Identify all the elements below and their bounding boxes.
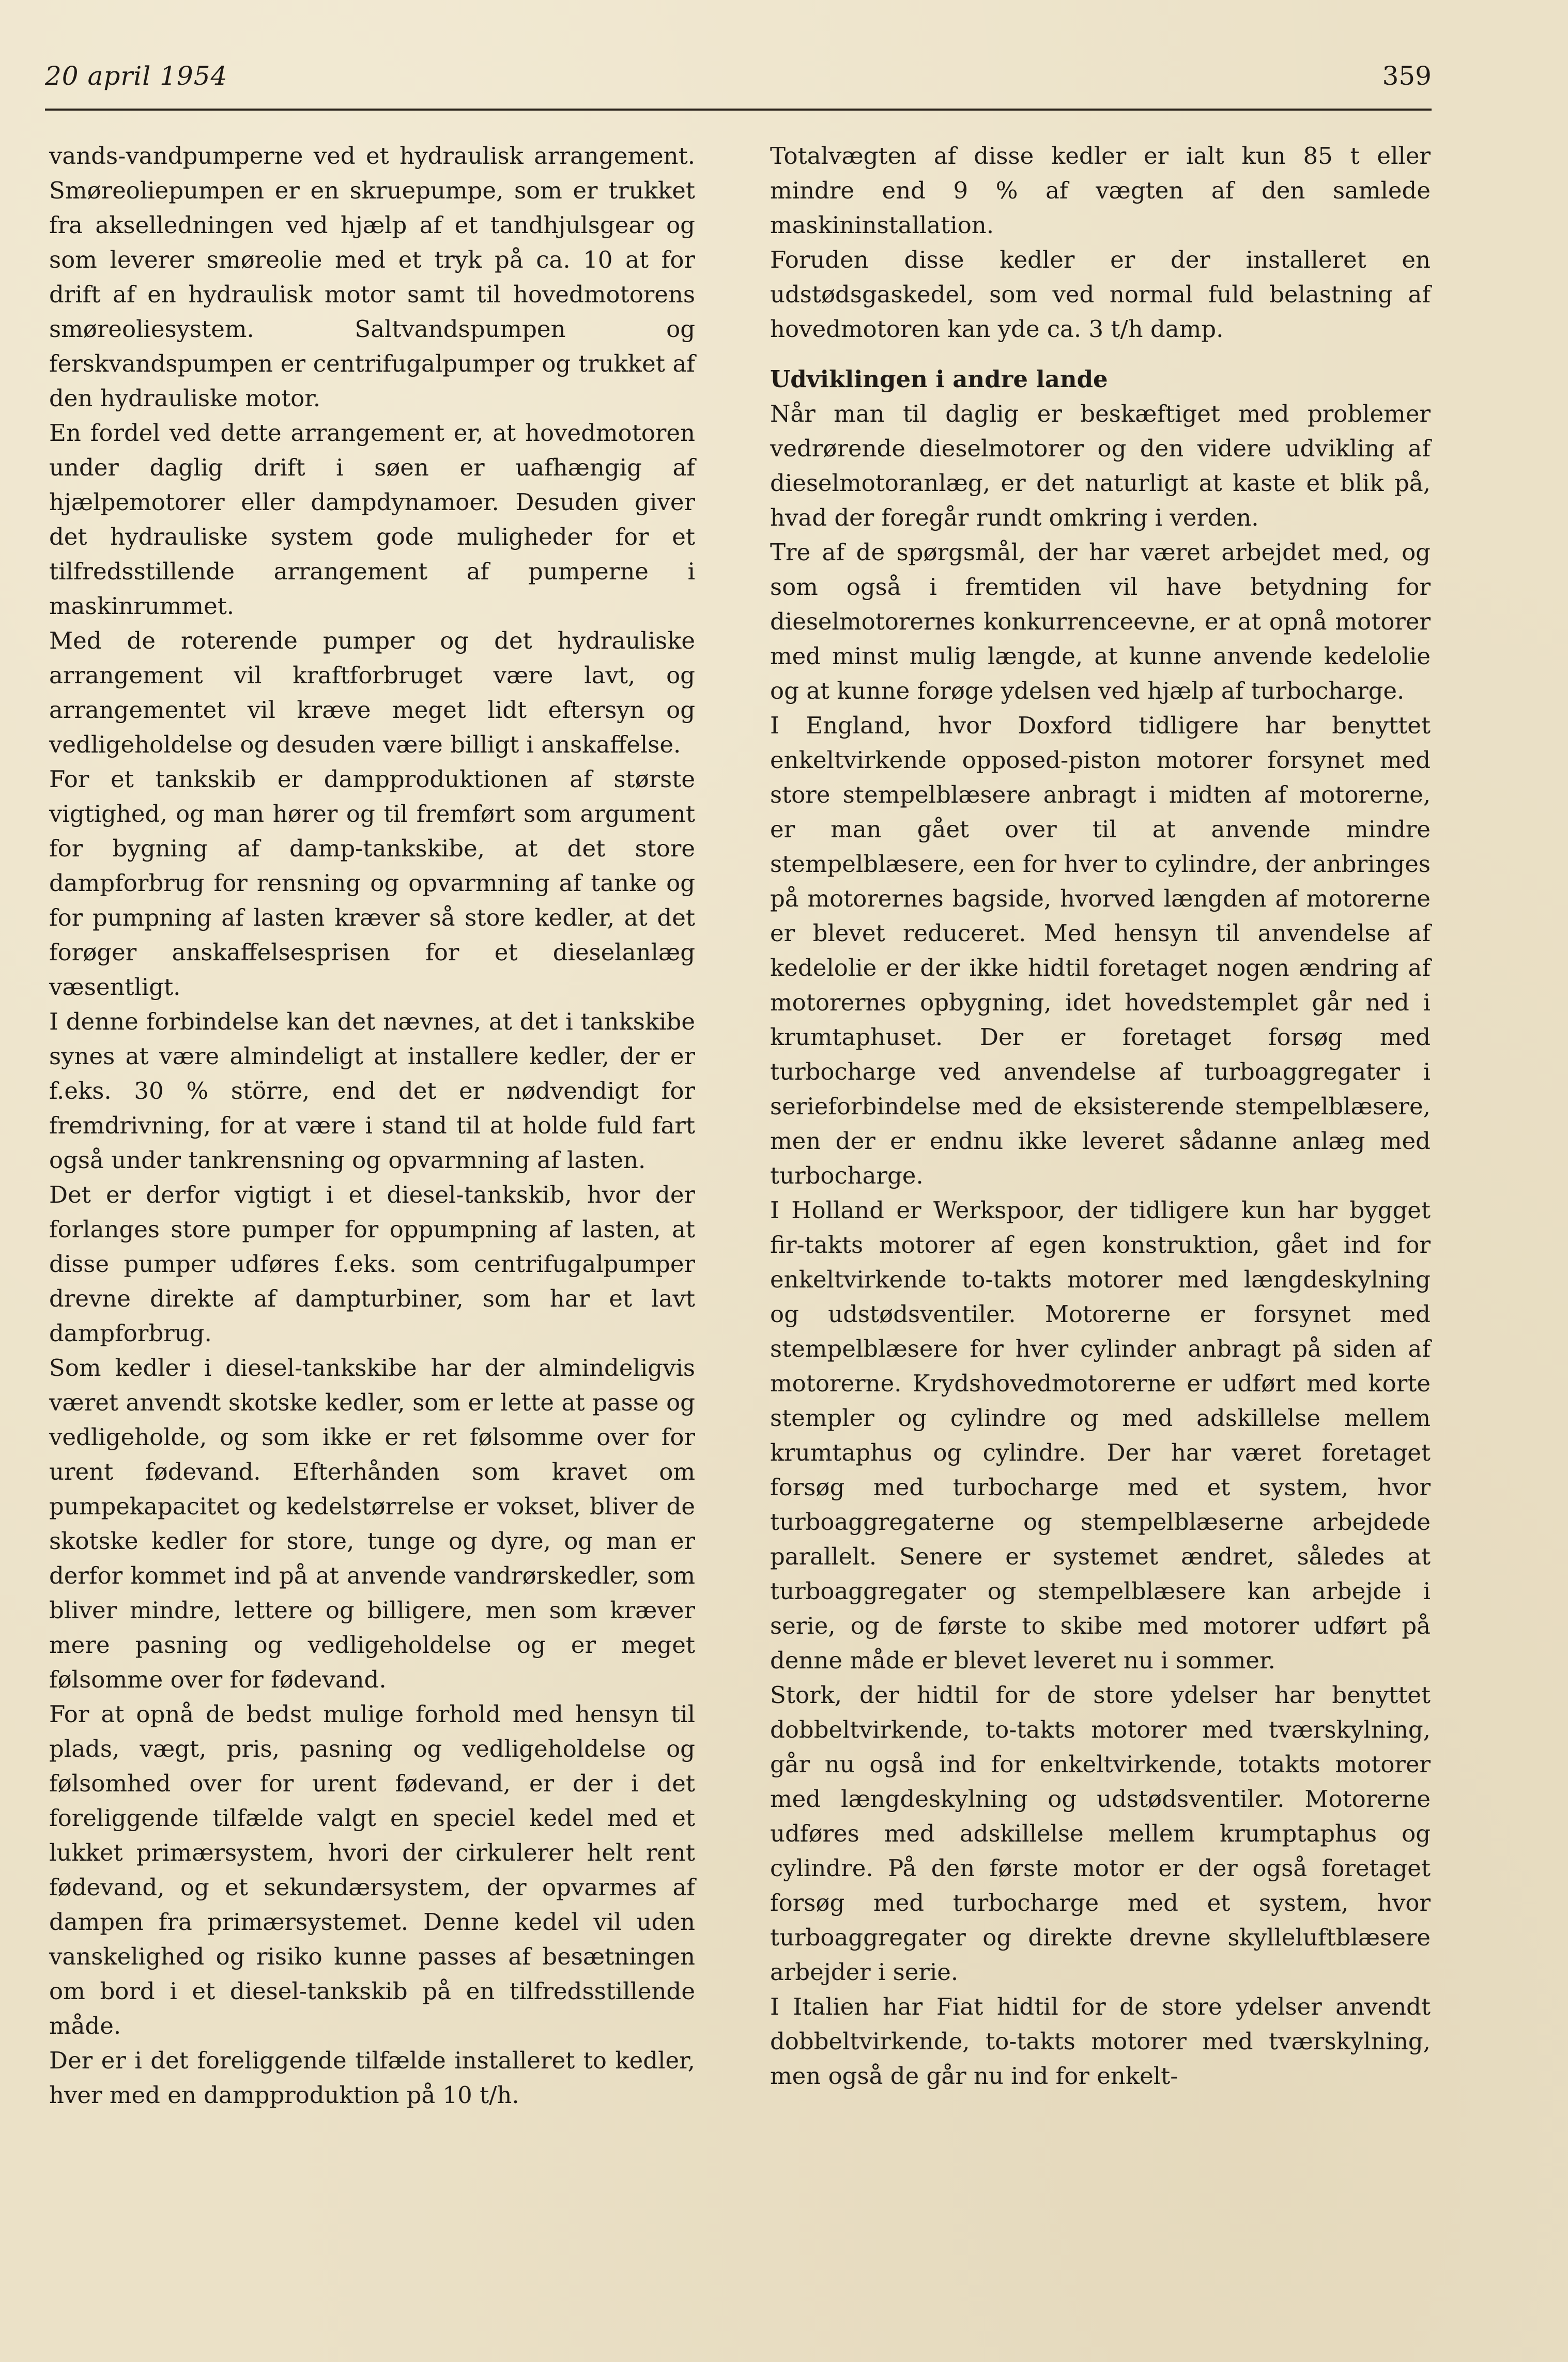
paragraph: I Holland er Werkspoor, der tidligere kun har bygget fir-takts motorer af egen konstruktion, gået ind for enkeltvirkende to-takts motorer med længdeskylning og udstødsventiler. Motorerne er forsynet med stempelblæsere for hver cylinder anbragt på siden af motorerne. Krydshovedmotorerne er udført med korte stempler og cylindre og med adskillelse mellem krumtaphus og cylindre. Der har været foretaget forsøg med turbocharge med et system, hvor turboaggregaterne og stempelblæserne arbejdede parallelt. Senere er systemet ændret, således at turboaggregater og stempelblæsere kan arbejde i serie, og de første to skibe med motorer udført på denne måde er blevet leveret nu i sommer. (770, 1197, 1431, 1674)
paragraph: Stork, der hidtil for de store ydelser har benyttet dobbeltvirkende, to-takts motorer med tværskylning, går nu også ind for enkeltvirkende, totakts motorer med længdeskylning og udstødsventiler. Motorerne udføres med adskillelse mellem krumptaphus og cylindre. På den første motor er der også foretaget forsøg med turbocharge med et system, hvor turboaggregater og direkte drevne skylleluftblæsere arbejder i serie. (770, 1681, 1431, 1986)
paragraph: I denne forbindelse kan det nævnes, at det i tankskibe synes at være almindeligt at installere kedler, der er f.eks. 30 % större, end det er nødvendigt for fremdrivning, for at være i stand til at holde fuld fart også under tankrensning og opvarmning af lasten. (49, 1008, 695, 1174)
paragraph: En fordel ved dette arrangement er, at hovedmotoren under daglig drift i søen er uafhængig af hjælpemotorer eller dampdynamoer. Desuden giver det hydrauliske system gode muligheder for et tilfredsstillende arrangement af pumperne i maskinrummet. (49, 419, 695, 620)
right-column (770, 139, 1431, 2093)
header-date: 20 april 1954 (45, 61, 228, 91)
section-heading: Udviklingen i andre lande (770, 365, 1108, 393)
page-number: 359 (1382, 61, 1432, 91)
paragraph: Der er i det foreliggende tilfælde installeret to kedler, hver med en dampproduktion på 10 t/h. (49, 2047, 695, 2109)
paragraph: For et tankskib er dampproduktionen af største vigtighed, og man hører og til fremført som argument for bygning af damp-tankskibe, at det store dampforbrug for rensning og opvarmning af tanke og for pumpning af lasten kræver så store kedler, at det forøger anskaffelsesprisen for et dieselanlæg væsentligt. (49, 765, 695, 1001)
paragraph: I Italien har Fiat hidtil for de store ydelser anvendt dobbeltvirkende, to-takts motorer med tværskylning, men også de går nu ind for enkelt- (770, 1993, 1431, 2090)
left-column (49, 139, 695, 2112)
paragraph: vands-vandpumperne ved et hydraulisk arrangement. Smøreoliepumpen er en skruepumpe, som er trukket fra akselledningen ved hjælp af et tandhjulsgear og som leverer smøreolie med et tryk på ca. 10 at for drift af en hydraulisk motor samt til hovedmotorens smøreoliesystem. Saltvandspumpen og ferskvandspumpen er centrifugalpumper og trukket af den hydrauliske motor. (49, 142, 695, 412)
paragraph: For at opnå de bedst mulige forhold med hensyn til plads, vægt, pris, pasning og vedligeholdelse og følsomhed over for urent fødevand, er der i det foreliggende tilfælde valgt en speciel kedel med et lukket primærsystem, hvori der cirkulerer helt rent fødevand, og et sekundærsystem, der opvarmes af dampen fra primærsystemet. Denne kedel vil uden vanskelighed og risiko kunne passes af besætningen om bord i et diesel-tankskib på en tilfredsstillende måde. (49, 1700, 695, 2039)
paragraph: Tre af de spørgsmål, der har været arbejdet med, og som også i fremtiden vil have betydning for dieselmotorernes konkurrenceevne, er at opnå motorer med minst mulig længde, at kunne anvende kedelolie og at kunne forøge ydelsen ved hjælp af turbocharge. (770, 539, 1431, 704)
paragraph: Foruden disse kedler er der installeret en udstødsgaskedel, som ved normal fuld belastning af hovedmotoren kan yde ca. 3 t/h damp. (770, 246, 1431, 343)
paragraph: Det er derfor vigtigt i et diesel-tankskib, hvor der forlanges store pumper for oppumpning af lasten, at disse pumper udføres f.eks. som centrifugalpumper drevne direkte af dampturbiner, som har et lavt dampforbrug. (49, 1181, 695, 1347)
paragraph: Som kedler i diesel-tankskibe har der almindeligvis været anvendt skotske kedler, som er lette at passe og vedligeholde, og som ikke er ret følsomme over for urent fødevand. Efterhånden som kravet om pumpekapacitet og kedelstørrelse er vokset, bliver de skotske kedler for store, tunge og dyre, og man er derfor kommet ind på at anvende vandrørskedler, som bliver mindre, lettere og billigere, men som kræver mere pasning og vedligeholdelse og er meget følsomme over for fødevand. (49, 1354, 695, 1693)
page-header (45, 61, 1432, 113)
paragraph: Når man til daglig er beskæftiget med problemer vedrørende dieselmotorer og den videre udvikling af dieselmotoranlæg, er det naturligt at kaste et blik på, hvad der foregår rundt omkring i verden. (770, 400, 1431, 531)
header-rule (45, 109, 1432, 111)
paragraph: Med de roterende pumper og det hydrauliske arrangement vil kraftforbruget være lavt, og arrangementet vil kræve meget lidt eftersyn og vedligeholdelse og desuden være billigt i anskaffelse. (49, 627, 695, 758)
paragraph: I England, hvor Doxford tidligere har benyttet enkeltvirkende opposed-piston motorer forsynet med store stempelblæsere anbragt i midten af motorerne, er man gået over til at anvende mindre stempelblæsere, een for hver to cylindre, der anbringes på motorernes bagside, hvorved længden af motorerne er blevet reduceret. Med hensyn til anvendelse af kedelolie er der ikke hidtil foretaget nogen ændring af motorernes opbygning, idet hovedstemplet går ned i krumtaphuset. Der er foretaget forsøg med turbocharge ved anvendelse af turboaggregater i serieforbindelse med de eksisterende stempelblæsere, men der er endnu ikke leveret sådanne anlæg med turbocharge. (770, 712, 1431, 1189)
paragraph: Totalvægten af disse kedler er ialt kun 85 t eller mindre end 9 % af vægten af den samlede maskininstallation. (770, 142, 1431, 239)
